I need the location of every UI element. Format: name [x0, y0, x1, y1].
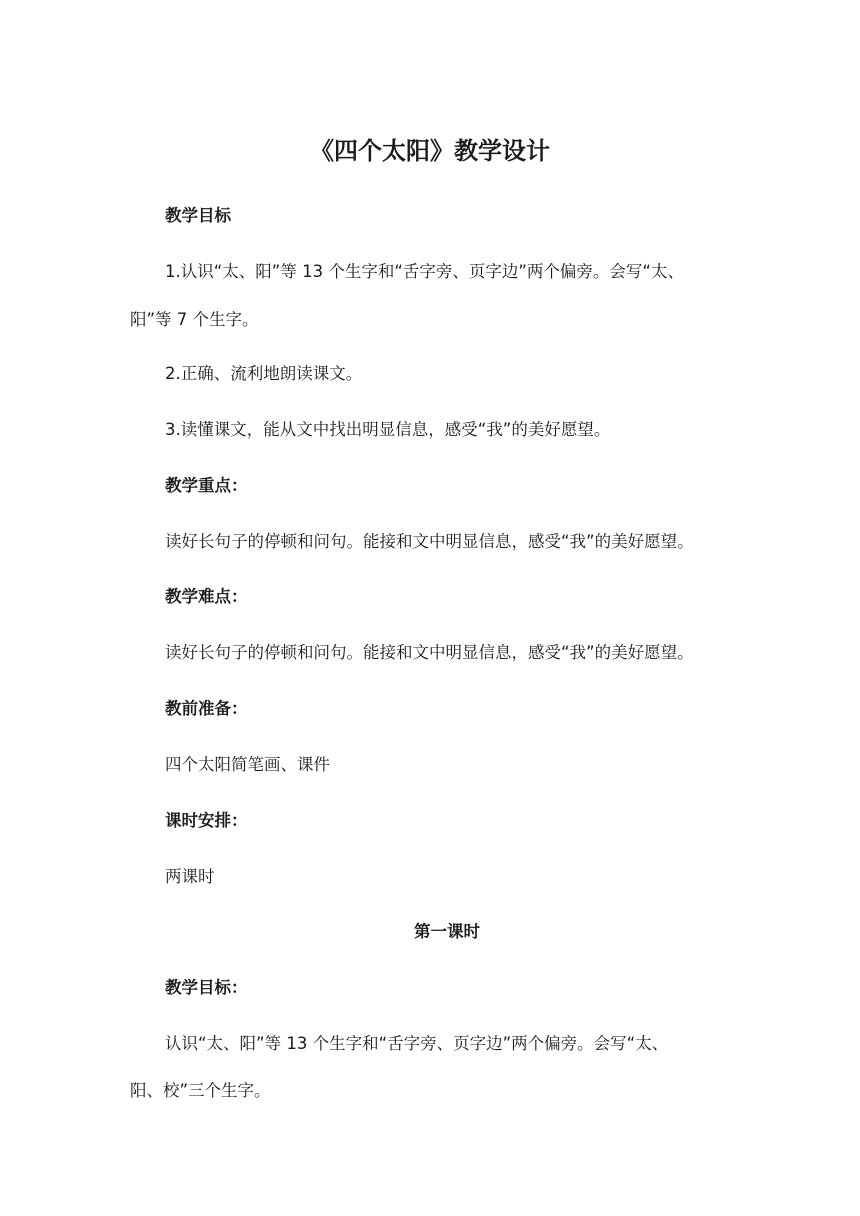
lesson-1-goal-line-2: 阳、校”三个生字。 [130, 1081, 271, 1100]
goals-heading: 教学目标 [165, 206, 231, 225]
difficulties-text: 读好长句子的停顿和问句。能接和文中明显信息，感受“我”的美好愿望。 [165, 643, 694, 662]
goal-3: 3.读懂课文，能从文中找出明显信息，感受“我”的美好愿望。 [165, 420, 611, 439]
difficulties-heading: 教学难点： [165, 587, 248, 606]
document-title: 《四个太阳》教学设计 [310, 137, 550, 165]
lesson-1-goal-line-1: 认识“太、阳”等 13 个生字和“舌字旁、页字边”两个偏旁。会写“太、 [165, 1034, 669, 1053]
goal-2: 2.正确、流利地朗读课文。 [165, 364, 363, 383]
goal-1-line-1: 1.认识“太、阳”等 13 个生字和“舌字旁、页字边”两个偏旁。会写“太、 [165, 262, 684, 281]
key-points-heading: 教学重点： [165, 476, 248, 495]
key-points-text: 读好长句子的停顿和问句。能接和文中明显信息，感受“我”的美好愿望。 [165, 532, 694, 551]
schedule-text: 两课时 [165, 867, 215, 886]
goal-1-line-2: 阳”等 7 个生字。 [130, 310, 259, 329]
lesson-1-heading: 第一课时 [414, 922, 480, 941]
preparation-text: 四个太阳简笔画、课件 [165, 755, 330, 774]
lesson-1-goals-heading: 教学目标： [165, 978, 248, 997]
schedule-heading: 课时安排： [165, 811, 248, 830]
preparation-heading: 教前准备： [165, 699, 248, 718]
